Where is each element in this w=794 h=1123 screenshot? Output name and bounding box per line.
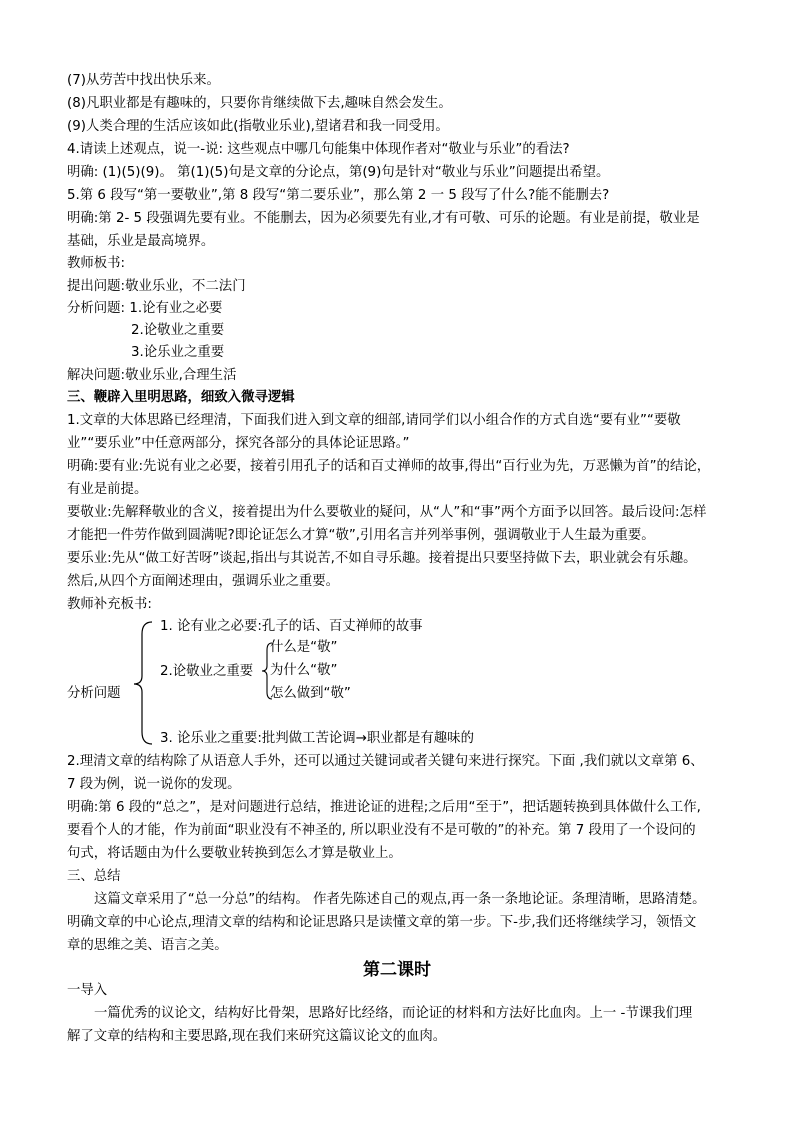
text-line: 3.论乐业之重要 bbox=[131, 345, 225, 360]
text-line: 明确:要有业:先说有业之必要，接着引用孔子的话和百丈禅师的故事,得出“百行业为先，万恶懒为首”的结论， bbox=[67, 459, 711, 474]
text-line: 1.文章的大体思路已经理清，下面我们进入到文章的细部,请同学们以小组合作的方式自选“要有业”“要敬 bbox=[67, 413, 681, 428]
diagram-item-1: 1. 论有业之必要:孔子的话、百丈禅师的故事 bbox=[160, 619, 423, 634]
text-line: 要敬业:先解释敬业的含义，接着提出为什么要敬业的疑问，从“人”和“事”两个方面予以回答。最后设问:怎样 bbox=[67, 505, 707, 520]
text-line: 章的思维之美、语言之美。 bbox=[67, 938, 228, 953]
section-heading: 三、鞭辟入里明思路，细致入微寻逻辑 bbox=[67, 390, 295, 405]
text-line: 要看个人的才能，作为前面“职业没有不神圣的, 所以职业没有不是可敬的”的补充。第 7 段用了一个设问的 bbox=[67, 823, 696, 838]
text-line: 提出问题:敬业乐业，不二法门 bbox=[67, 279, 246, 294]
diagram-item-2: 2.论敬业之重要 bbox=[160, 664, 254, 679]
text-line: 分析问题: 1.论有业之必要 bbox=[67, 301, 223, 316]
section-heading: 三、总结 bbox=[67, 869, 121, 884]
text-line: 有业是前提。 bbox=[67, 482, 148, 497]
text-line: 2.理清文章的结构除了从语意人手外，还可以通过关键词或者关键句来进行探究。下面 ,我们就以文章第 6、 bbox=[67, 754, 704, 769]
text-line: 句式，将话题由为什么要敬业转换到怎么才算是敬业上。 bbox=[67, 846, 402, 861]
text-line: 2.论敬业之重要 bbox=[131, 323, 225, 338]
diagram-sub-2: 为什么“敬” bbox=[270, 663, 338, 678]
text-line: 明确文章的中心论点,理清文章的结构和论证思路只是读懂文章的第一步。下-步,我们还将继续学习，领悟文 bbox=[67, 915, 697, 930]
text-line: (7)从劳苦中找出快乐来。 bbox=[67, 73, 220, 88]
text-line: 明确:第 6 段的“总之”，是对问题进行总结，推进论证的进程;之后用“至于”，把话题转换到具体做什么工作, bbox=[67, 800, 701, 815]
text-line: 要乐业:先从“做工好苦呀”谈起,指出与其说苦,不如自寻乐趣。接着提出只要坚持做下去，职业就会有乐趣。 bbox=[67, 551, 697, 566]
text-line: 基础，乐业是最高境界。 bbox=[67, 234, 215, 249]
diagram-root-label: 分析问题 bbox=[67, 686, 121, 701]
text-line: 这篇文章采用了“总一分总”的结构。 作者先陈述自己的观点,再一条一条地论证。条理清晰，思路清楚。 bbox=[94, 892, 706, 907]
text-line: 然后,从四个方面阐述理由，强调乐业之重要。 bbox=[67, 574, 340, 589]
text-line: 教师板书: bbox=[67, 256, 126, 271]
text-line: 教师补充板书: bbox=[67, 597, 152, 612]
text-line: 明确: (1)(5)(9)。 第(1)(5)句是文章的分论点，第(9)句是针对“敬业与乐业”问题提出希望。 bbox=[67, 165, 610, 180]
diagram-item-3: 3. 论乐业之重要:批判做工苦论调→职业都是有趣味的 bbox=[160, 731, 474, 746]
text-line: 5.第 6 段写“第一要敬业”,第 8 段写“第二要乐业”，那么第 2 一 5 段写了什么?能不能删去? bbox=[67, 188, 610, 203]
text-line: 一篇优秀的议论文，结构好比骨架，思路好比经络，而论证的材料和方法好比血肉。上一 -节课我们理 bbox=[94, 1006, 693, 1021]
text-line: 4.请读上述观点，说一-说: 这些观点中哪几句能集中体现作者对“敬业与乐业”的看法? bbox=[67, 142, 570, 157]
text-line: 解了文章的结构和主要思路,现在我们来研究这篇议论文的血肉。 bbox=[67, 1029, 447, 1044]
text-line: (8)凡职业都是有趣味的，只要你肯继续做下去,趣味自然会发生。 bbox=[67, 96, 452, 111]
text-line: 解决问题:敬业乐业,合理生活 bbox=[67, 368, 237, 383]
text-line: (9)人类合理的生活应该如此(指敬业乐业),望诸君和我一同受用。 bbox=[67, 119, 449, 134]
text-line: 明确:第 2- 5 段强调先要有业。不能删去，因为必须要先有业,才有可敬、可乐的论题。有业是前提，敬业是 bbox=[67, 211, 700, 226]
diagram-sub-1: 什么是“敬” bbox=[270, 640, 338, 655]
text-line: 7 段为例，说一说你的发现。 bbox=[67, 777, 241, 792]
section-title: 第二课时 bbox=[363, 960, 431, 980]
text-line: 一导入 bbox=[67, 983, 108, 998]
text-line: 业”“要乐业”中任意两部分，探究各部分的具体论证思路。” bbox=[67, 436, 410, 451]
text-line: 才能把一件劳作做到圆满呢?即论证怎么才算“敬”,引用名言并列举事例，强调敬业于人生最为重要。 bbox=[67, 528, 655, 543]
diagram-sub-3: 怎么做到“敬” bbox=[270, 686, 351, 701]
